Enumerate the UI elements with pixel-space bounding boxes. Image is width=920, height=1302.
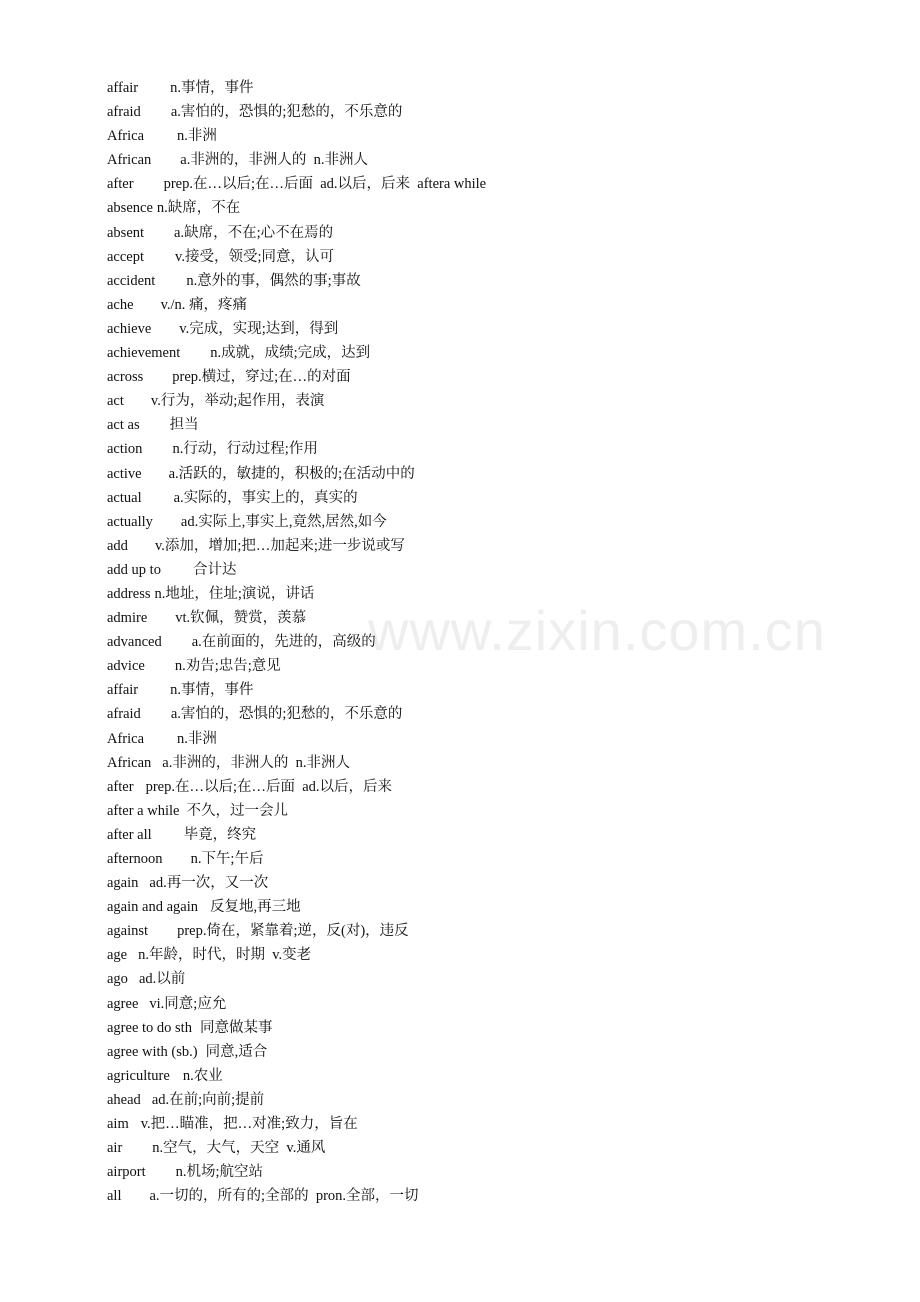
vocabulary-entry (107, 702, 887, 726)
entry-definition: 不久，过一会儿 (186, 802, 288, 819)
entry-definition: n.成就，成绩;完成，达到 (210, 345, 371, 362)
entry-word: afternoon (107, 851, 163, 867)
entry-word: affair (107, 80, 139, 96)
entry-word: across (107, 369, 144, 386)
entry-word: after all (107, 826, 152, 843)
entry-word: add (107, 537, 128, 554)
vocabulary-list (107, 76, 887, 1208)
vocabulary-entry (107, 1016, 887, 1040)
entry-definition: ad.实际上,事实上,竟然,居然,如今 (180, 513, 387, 530)
vocabulary-entry (107, 582, 887, 606)
vocabulary-entry (107, 341, 887, 365)
vocabulary-entry (107, 919, 887, 943)
vocabulary-entry (107, 992, 887, 1016)
entry-definition: n.非洲 (177, 730, 217, 747)
vocabulary-entry (107, 630, 887, 654)
entry-word: agree with (sb.) (107, 1043, 198, 1060)
entry-word: actually (107, 513, 153, 530)
vocabulary-entry (107, 76, 887, 100)
entry-definition: a.害怕的，恐惧的;犯愁的，不乐意的 (170, 706, 403, 723)
entry-word: ache (107, 296, 134, 313)
vocabulary-entry (107, 1184, 887, 1208)
entry-word: all (107, 1188, 122, 1205)
entry-definition: n.非洲 (177, 128, 217, 145)
entry-definition: vi.同意;应允 (149, 995, 227, 1012)
entry-word: after (107, 778, 134, 795)
entry-definition: prep.在…以后;在…后面 ad.以后，后来 aftera while (163, 176, 487, 193)
entry-definition: n.年龄，时代，时期 v.变老 (138, 947, 312, 964)
vocabulary-entry (107, 413, 887, 437)
entry-definition: 毕竟，终究 (183, 826, 257, 843)
vocabulary-entry (107, 751, 887, 775)
entry-word: after a while (107, 802, 180, 819)
vocabulary-entry (107, 1136, 887, 1160)
entry-definition: ad.在前;向前;提前 (151, 1091, 265, 1108)
entry-definition: v.行为，举动;起作用，表演 (150, 393, 325, 410)
vocabulary-entry (107, 1112, 887, 1136)
entry-word: achievement (107, 345, 181, 362)
vocabulary-entry (107, 871, 887, 895)
vocabulary-entry (107, 967, 887, 991)
entry-definition: prep.在…以后;在…后面 ad.以后，后来 (145, 778, 393, 795)
entry-word: age (107, 947, 128, 964)
vocabulary-entry (107, 317, 887, 341)
entry-word: agriculture (107, 1067, 170, 1084)
entry-definition: a.非洲的，非洲人的 n.非洲人 (180, 152, 368, 169)
entry-word: afraid (107, 706, 141, 723)
vocabulary-entry (107, 389, 887, 413)
vocabulary-entry (107, 124, 887, 148)
vocabulary-entry (107, 775, 887, 799)
vocabulary-entry (107, 437, 887, 461)
vocabulary-entry (107, 486, 887, 510)
entry-word: agree (107, 995, 139, 1012)
vocabulary-entry (107, 895, 887, 919)
entry-word: active (107, 465, 142, 482)
entry-word: admire (107, 610, 148, 627)
entry-definition: a.非洲的，非洲人的 n.非洲人 (162, 754, 350, 771)
entry-definition: 同意,适合 (205, 1043, 268, 1060)
entry-word: against (107, 923, 149, 940)
entry-definition: v./n. 痛，疼痛 (160, 296, 248, 313)
vocabulary-entry (107, 727, 887, 751)
entry-definition: n.空气，大气，天空 v.通风 (152, 1140, 326, 1157)
vocabulary-entry (107, 365, 887, 389)
entry-definition: a.活跃的，敏捷的，积极的;在活动中的 (168, 465, 415, 482)
vocabulary-entry (107, 148, 887, 172)
entry-word: accept (107, 248, 145, 265)
vocabulary-entry (107, 510, 887, 534)
entry-definition: n.事情，事件 (170, 80, 254, 96)
entry-word: aim (107, 1116, 129, 1133)
vocabulary-entry (107, 823, 887, 847)
entry-word: afraid (107, 104, 141, 121)
vocabulary-entry (107, 269, 887, 293)
vocabulary-entry (107, 196, 887, 220)
vocabulary-entry (107, 678, 887, 702)
entry-word: affair (107, 682, 139, 699)
entry-definition: a.一切的，所有的;全部的 pron.全部，一切 (149, 1188, 419, 1205)
entry-word: agree to do sth (107, 1019, 192, 1036)
entry-word: achieve (107, 320, 152, 337)
entry-word: action (107, 441, 143, 458)
entry-definition: vt.钦佩，赞赏，羡慕 (175, 610, 307, 627)
entry-word: after (107, 176, 134, 193)
entry-word: advice (107, 658, 145, 675)
vocabulary-entry (107, 558, 887, 582)
entry-word: actual (107, 489, 142, 506)
entry-definition: ad.再一次，又一次 (149, 875, 269, 892)
entry-word: act as (107, 417, 140, 434)
entry-word: Africa (107, 128, 145, 145)
vocabulary-entry (107, 100, 887, 124)
entry-definition: n.下午;午后 (190, 851, 264, 867)
entry-word: again and again (107, 899, 198, 916)
vocabulary-entry (107, 245, 887, 269)
vocabulary-entry (107, 606, 887, 630)
entry-definition: a.害怕的，恐惧的;犯愁的，不乐意的 (170, 104, 403, 121)
vocabulary-entry (107, 799, 887, 823)
entry-word: advanced (107, 634, 162, 651)
entry-word: absent (107, 224, 145, 241)
entry-definition: v.接受，领受;同意，认可 (175, 248, 334, 265)
entry-word: act (107, 393, 124, 410)
entry-definition: ad.以前 (138, 971, 186, 988)
entry-definition: n.地址，住址;演说，讲话 (154, 585, 315, 602)
entry-definition: 反复地,再三地 (210, 899, 301, 916)
vocabulary-entry (107, 847, 887, 871)
vocabulary-entry (107, 1160, 887, 1184)
vocabulary-entry (107, 221, 887, 245)
entry-definition: a.实际的，事实上的，真实的 (173, 489, 358, 506)
entry-word: African (107, 152, 152, 169)
vocabulary-entry (107, 462, 887, 486)
entry-word: accident (107, 272, 156, 289)
vocabulary-entry (107, 172, 887, 196)
vocabulary-entry (107, 1088, 887, 1112)
entry-word: African (107, 754, 152, 771)
vocabulary-entry (107, 1064, 887, 1088)
entry-definition: 合计达 (192, 561, 237, 578)
entry-definition: n.机场;航空站 (175, 1164, 264, 1181)
entry-word: Africa (107, 730, 145, 747)
vocabulary-entry (107, 654, 887, 678)
entry-definition: prep.横过，穿过;在…的对面 (172, 369, 351, 386)
entry-definition: 同意做某事 (199, 1019, 273, 1036)
entry-definition: n.农业 (182, 1067, 223, 1084)
vocabulary-entry (107, 1040, 887, 1064)
entry-word: air (107, 1140, 123, 1157)
vocabulary-entry (107, 534, 887, 558)
entry-definition: v.把…瞄准，把…对准;致力，旨在 (140, 1116, 358, 1133)
entry-definition: n.行动，行动过程;作用 (172, 441, 318, 458)
entry-word: absence (107, 200, 153, 217)
entry-word: airport (107, 1164, 146, 1181)
entry-definition: 担当 (169, 417, 199, 434)
watermark: www.zixin.com.cn (368, 599, 826, 662)
entry-definition: v.完成，实现;达到，得到 (179, 320, 339, 337)
entry-definition: a.缺席，不在;心不在焉的 (174, 224, 334, 241)
entry-definition: n.劝告;忠告;意见 (174, 658, 281, 675)
entry-word: ago (107, 971, 128, 988)
entry-definition: n.缺席，不在 (156, 200, 241, 217)
entry-definition: prep.倚在，紧靠着;逆，反(对)，违反 (177, 923, 409, 940)
entry-definition: v.添加，增加;把…加起来;进一步说或写 (154, 537, 405, 554)
entry-word: again (107, 875, 139, 892)
entry-definition: n.意外的事，偶然的事;事故 (186, 272, 361, 289)
entry-definition: a.在前面的，先进的，高级的 (191, 634, 376, 651)
vocabulary-entry (107, 943, 887, 967)
entry-word: add up to (107, 561, 161, 578)
entry-word: address (107, 585, 151, 602)
entry-definition: n.事情，事件 (170, 682, 254, 699)
entry-word: ahead (107, 1091, 141, 1108)
vocabulary-entry (107, 293, 887, 317)
